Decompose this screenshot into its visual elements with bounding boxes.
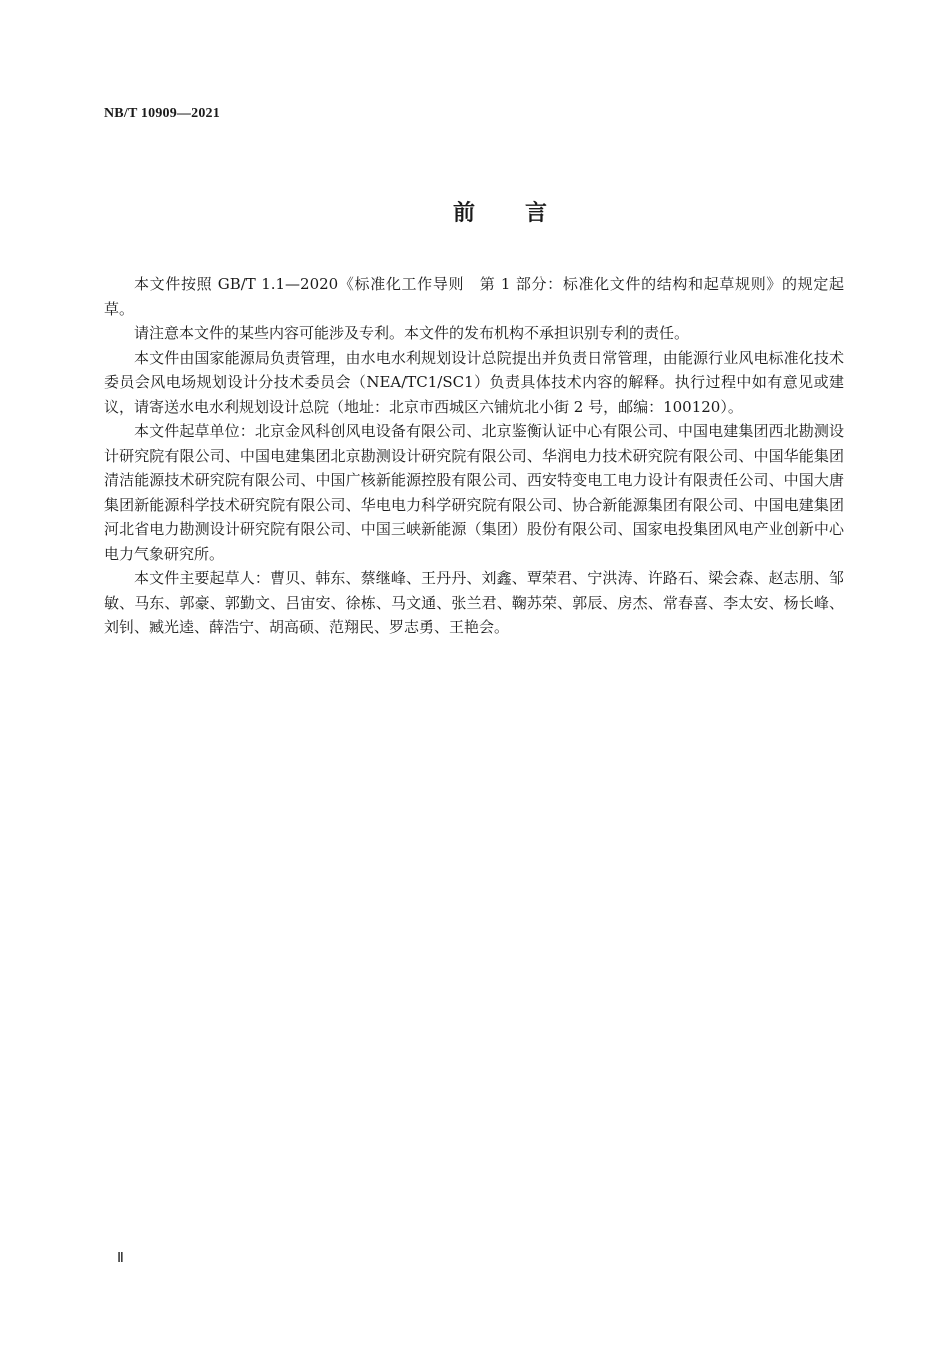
page-title: 前言	[452, 201, 597, 226]
paragraph-drafting-units: 本文件起草单位：北京金风科创风电设备有限公司、北京鉴衡认证中心有限公司、中国电建集团西北勘测设计研究院有限公司、中国电建集团北京勘测设计研究院有限公司、华润电力技术研究院有限公司、中国华能集团清洁能源技术研究院有限公司、中国广核新能源控股有限公司、西安特变电工电力设计有限责任公司、中国大唐集团新能源科学技术研究院有限公司、华电电力科学研究院有限公司、协合新能源集团有限公司、中国电建集团河北省电力勘测设计研究院有限公司、中国三峡新能源（集团）股份有限公司、国家电投集团风电产业创新中心电力气象研究所。	[104, 422, 844, 563]
paragraph-management: 本文件由国家能源局负责管理，由水电水利规划设计总院提出并负责日常管理，由能源行业风电标准化技术委员会风电场规划设计分技术委员会（NEA/TC1/SC1）负责具体技术内容的解释。执行过程中如有意见或建议，请寄送水电水利规划设计总院（地址：北京市西城区六铺炕北小街 2 号，邮编：100120）。	[104, 348, 844, 416]
paragraph-drafters: 本文件主要起草人：曹贝、韩东、蔡继峰、王丹丹、刘鑫、覃荣君、宁洪涛、许路石、梁会森、赵志朋、邹敏、马东、郭豪、郭勤文、吕宙安、徐栋、马文通、张兰君、鞠苏荣、郭辰、房杰、常春喜、李太安、杨长峰、刘钊、臧光逵、薛浩宁、胡高硕、范翔民、罗志勇、王艳会。	[104, 569, 844, 636]
paragraph-drafting-rules: 本文件按照 GB/T 1.1—2020《标准化工作导则 第 1 部分：标准化文件的结构和起草规则》的规定起草。	[104, 275, 844, 318]
foreword-body	[104, 272, 844, 640]
page-number: Ⅱ	[117, 1251, 124, 1266]
standard-code: NB/T 10909—2021	[104, 106, 220, 121]
paragraph-patent-notice: 请注意本文件的某些内容可能涉及专利。本文件的发布机构不承担识别专利的责任。	[134, 324, 690, 342]
